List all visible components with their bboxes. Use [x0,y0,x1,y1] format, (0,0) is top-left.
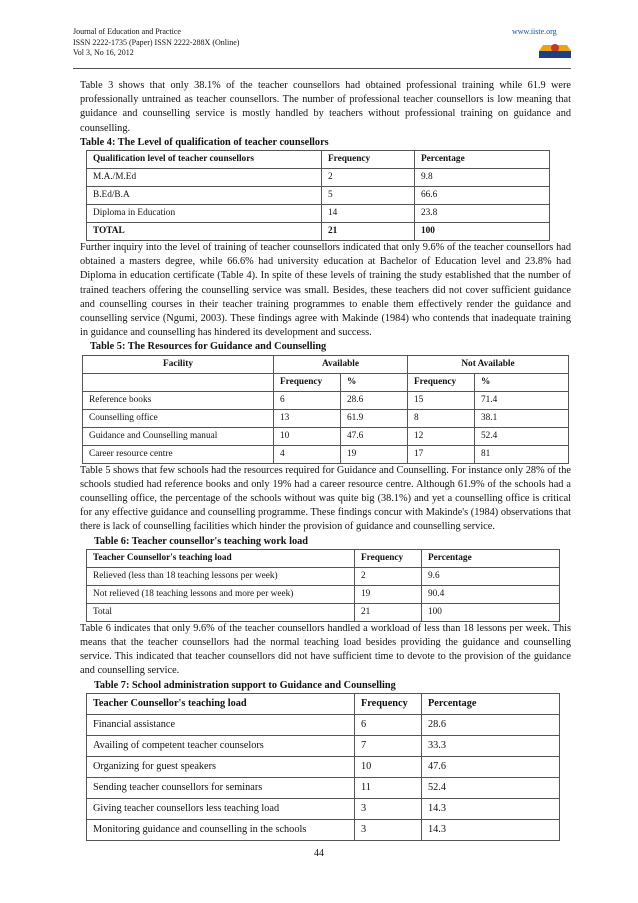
table-cell: 38.1 [475,409,569,427]
column-subheader: Frequency [408,373,475,391]
table-cell: 6 [355,714,422,735]
column-header: Percentage [422,549,560,567]
table-row [87,756,560,777]
column-header: Teacher Counsellor's teaching load [87,549,355,567]
table-cell: Organizing for guest speakers [87,756,355,777]
table-cell: 2 [322,169,415,187]
table-cell: Sending teacher counsellors for seminars [87,777,355,798]
table-cell: 8 [408,409,475,427]
column-header: Frequency [355,693,422,714]
table-row [87,567,560,585]
table-cell: 15 [408,391,475,409]
table-row [83,445,569,463]
table-header-row [87,693,560,714]
journal-website-link[interactable]: www.iiste.org [512,27,557,36]
table7-caption: Table 7: School administration support to Guidance and Counselling [94,679,396,691]
table-cell: 100 [422,603,560,621]
table-cell: Guidance and Counselling manual [83,427,274,445]
table-cell: 3 [355,819,422,840]
paragraph-table3-summary: Table 3 shows that only 38.1% of the teacher counsellors had obtained professional training while 61.9 were professionally untrained as teacher counsellors. The number of professional teacher counsellors is low meaning that guidance and counselling service is mostly handled by teachers without professional training on guidance and counselling. [80,80,571,134]
table-header-row [87,151,550,169]
table-cell: 19 [355,585,422,603]
column-header: Not Available [408,355,569,373]
table-cell: 14.3 [422,819,560,840]
page-number: 44 [314,848,324,859]
table-row [87,603,560,621]
table-cell [83,373,274,391]
table-row [83,427,569,445]
table-row [83,391,569,409]
table-cell: 11 [355,777,422,798]
table6-caption: Table 6: Teacher counsellor's teaching work load [94,535,308,547]
table4 [86,150,550,241]
table-row [87,169,550,187]
table-row [87,205,550,223]
table-cell: Monitoring guidance and counselling in the schools [87,819,355,840]
table-cell: B.Ed/B.A [87,187,322,205]
table-cell: 33.3 [422,735,560,756]
journal-header [73,27,239,59]
table-cell: 5 [322,187,415,205]
column-subheader: Frequency [274,373,341,391]
table-cell: 28.6 [341,391,408,409]
table-cell: 47.6 [422,756,560,777]
table-cell: 17 [408,445,475,463]
table-row [87,777,560,798]
column-header: Frequency [322,151,415,169]
table-cell: Not relieved (18 teaching lessons and more per week) [87,585,355,603]
table-cell: 21 [322,223,415,241]
table-cell: 23.8 [415,205,550,223]
table-cell: 52.4 [475,427,569,445]
table-cell: 81 [475,445,569,463]
table-total-row [87,223,550,241]
table-row [87,585,560,603]
table-cell: 9.6 [422,567,560,585]
table-row [87,714,560,735]
table-cell: 4 [274,445,341,463]
table7 [86,693,560,841]
column-header: Frequency [355,549,422,567]
table-cell: Giving teacher counsellors less teaching load [87,798,355,819]
table-header-row [83,355,569,373]
table-cell: 3 [355,798,422,819]
table-cell: 52.4 [422,777,560,798]
table-cell: 100 [415,223,550,241]
paragraph-workload: Table 6 indicates that only 9.6% of the teacher counsellors handled a workload of less than 18 lessons per week. This means that the teacher counsellors had the normal teaching load besides providing the guidance and counselling service. This indicated that teacher counsellors did not have sufficient time to devote to the provision of the guidance and counselling service. [80,622,571,677]
table-cell: 9.8 [415,169,550,187]
journal-issn: ISSN 2222-1735 (Paper) ISSN 2222-288X (Online) [73,37,240,47]
table-cell: 71.4 [475,391,569,409]
table5-caption: Table 5: The Resources for Guidance and Counselling [90,341,327,353]
iiste-logo [537,41,573,59]
table-cell: 28.6 [422,714,560,735]
table6 [86,549,560,622]
table-row [87,819,560,840]
table-cell: Counselling office [83,409,274,427]
table-cell: 14 [322,205,415,223]
article-body [80,79,571,841]
table-cell: 47.6 [341,427,408,445]
table-row [87,798,560,819]
table-cell: 2 [355,567,422,585]
column-header: Qualification level of teacher counsellors [87,151,322,169]
column-header: Percentage [422,693,560,714]
table-cell: 13 [274,409,341,427]
column-subheader: % [475,373,569,391]
journal-name: Journal of Education and Practice [73,27,181,36]
table-cell: Diploma in Education [87,205,322,223]
journal-volume: Vol 3, No 16, 2012 [73,48,134,57]
table-subheader-row [83,373,569,391]
column-header: Facility [83,355,274,373]
column-subheader: % [341,373,408,391]
table-cell: M.A./M.Ed [87,169,322,187]
paragraph-training-levels: Further inquiry into the level of training of teacher counsellors indicated that only 9.6% of the teacher counsellors had obtained a masters degree, while 66.6% had university education at Bachelor of Education level and 23.8% had Diploma in education certificate (Table 4). In spite of these levels of training the study established that the number of trained teachers offering the counselling service was small. Besides, these teachers did not cover sufficient guidance and counselling courses in their teacher training programmes to enable them effectively render the guidance and counselling service (Ngumi, 2003). These findings agree with Makinde (1984) who contends that inadequate training in guidance and counselling has hindered its development and success. [80,242,571,339]
table-cell: 6 [274,391,341,409]
table-cell: 61.9 [341,409,408,427]
table-header-row [87,549,560,567]
paragraph-resources: Table 5 shows that few schools had the resources required for Guidance and Counselling. For instance only 28% of the schools studied had reference books and only 19% had a career resource centre. Although 61.9% of the schools had a counselling office, the percentage of the schools without was quite big (38.1%) and yet a counselling office is critical for any effective guidance and counselling programme. These findings concur with Makinde's (1984) observations that there is lack of counselling facilities which hinder the provision of guidance and counselling service. [80,464,571,533]
column-header: Available [274,355,408,373]
table-cell: 19 [341,445,408,463]
table-cell: 14.3 [422,798,560,819]
table-cell: Total [87,603,355,621]
table-cell: 21 [355,603,422,621]
table-cell: 7 [355,735,422,756]
table-cell: 10 [355,756,422,777]
table-cell: Reference books [83,391,274,409]
table-cell: Career resource centre [83,445,274,463]
table-row [83,409,569,427]
table-cell: 90.4 [422,585,560,603]
table-cell: 10 [274,427,341,445]
table-cell: Financial assistance [87,714,355,735]
column-header: Teacher Counsellor's teaching load [87,693,355,714]
column-header: Percentage [415,151,550,169]
table4-caption: Table 4: The Level of qualification of teacher counsellors [80,136,329,148]
table-cell: 66.6 [415,187,550,205]
header-rule [73,68,571,69]
table-cell: 12 [408,427,475,445]
table-row [87,187,550,205]
table-row [87,735,560,756]
table-cell: Relieved (less than 18 teaching lessons per week) [87,567,355,585]
table-cell: TOTAL [87,223,322,241]
table5 [82,355,569,464]
table-cell: Availing of competent teacher counselors [87,735,355,756]
